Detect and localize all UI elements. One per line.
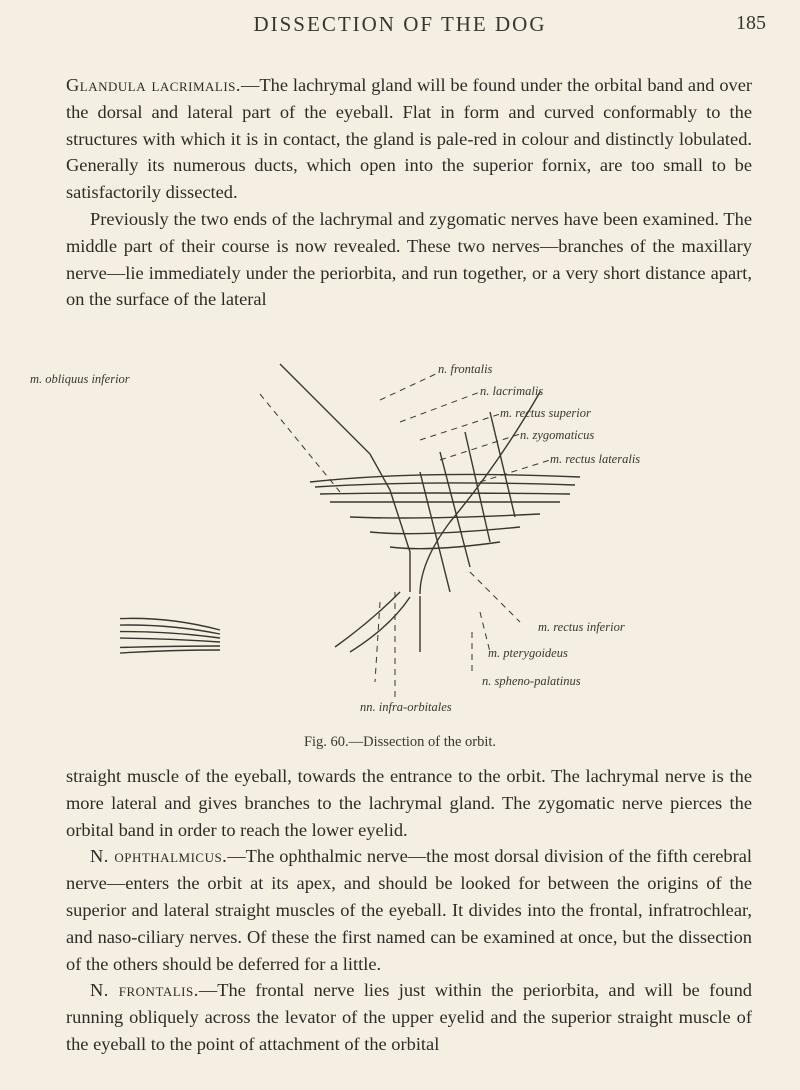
paragraph-glandula	[66, 72, 752, 206]
label-rectus-inferior: m. rectus inferior	[538, 620, 625, 634]
label-lacrimalis: n. lacrimalis	[480, 384, 544, 398]
muscle-band-1	[310, 474, 580, 482]
paragraph-lead: N. ophthalmicus.	[90, 846, 228, 867]
label-rectus-lateralis: m. rectus lateralis	[550, 452, 641, 466]
paragraph-text: —The ophthalmic nerve—the most dorsal division of the fifth cerebral nerve—enters the orbit at its apex, and should be looked for between the origins of the superior and lateral straight muscles of the eyeball. It divides into the frontal, infratrochlear, and naso-ciliary nerves. Of these the first named can be examined at once, but the dissection of the others should be deferred for a little.	[66, 846, 752, 974]
orbit-outline-left	[280, 364, 410, 592]
paragraph-nerves	[66, 206, 752, 313]
paragraph-text: —The frontal nerve lies just within the periorbita, and will be found running obliquely across the levator of the upper eyelid and the superior straight muscle of the eyeball to the point of attachment of the orbital	[66, 980, 752, 1054]
body-text-bottom	[66, 763, 752, 1058]
page-number: 185	[736, 12, 766, 34]
paragraph-text: straight muscle of the eyeball, towards the entrance to the orbit. The lachrymal nerve is the more lateral and gives branches to the lachrymal gland. The zygomatic nerve pierces the orbital band in order to reach the lower eyelid.	[66, 766, 752, 840]
leader-frontalis	[380, 372, 440, 400]
paragraph-lead: Glandula lacrimalis.	[66, 75, 242, 95]
paragraph-continuation	[66, 763, 752, 843]
leader-rectus-inf	[470, 572, 520, 622]
body-text-top	[66, 72, 752, 313]
running-head-title: DISSECTION OF THE DOG	[253, 12, 547, 36]
paragraph-ophthalmicus	[66, 843, 752, 977]
lower-bundle	[335, 592, 400, 647]
orbit-dissection-figure	[30, 352, 700, 732]
running-head	[0, 12, 800, 46]
label-obliquus-inferior: m. obliquus inferior	[30, 372, 130, 386]
leader-obliquus	[260, 394, 340, 492]
label-pterygoideus: m. pterygoideus	[488, 646, 568, 660]
label-rectus-superior: m. rectus superior	[500, 406, 591, 420]
label-zygomaticus: n. zygomaticus	[520, 428, 595, 442]
paragraph-lead: N. frontalis.	[90, 980, 199, 1001]
label-spheno-palatinus: n. spheno-palatinus	[482, 674, 581, 688]
figure-caption: Fig. 60.—Dissection of the orbit.	[303, 734, 497, 750]
paragraph-frontalis	[66, 977, 752, 1057]
nerve-bundle-left	[120, 618, 220, 630]
orbit-illustration	[120, 352, 700, 732]
paragraph-text: —The lachrymal gland will be found under the orbital band and over the dorsal and lateral part of the eyeball. Flat in form and curved conformably to the structures with which it is in contact, the gland is pale-red in colour and distinctly lobulated. Generally its numerous ducts, which open into the superior fornix, are too small to be satisfactorily dissected.	[66, 75, 753, 203]
label-frontalis: n. frontalis	[438, 362, 493, 376]
label-infra-orbitales: nn. infra-orbitales	[360, 700, 452, 714]
paragraph-text: Previously the two ends of the lachrymal and zygomatic nerves have been examined. The middle part of their course is now revealed. These two nerves—branches of the maxillary nerve—lie immediately under the periorbita, and run together, or a very short distance apart, on the surface of the lateral	[66, 208, 752, 310]
